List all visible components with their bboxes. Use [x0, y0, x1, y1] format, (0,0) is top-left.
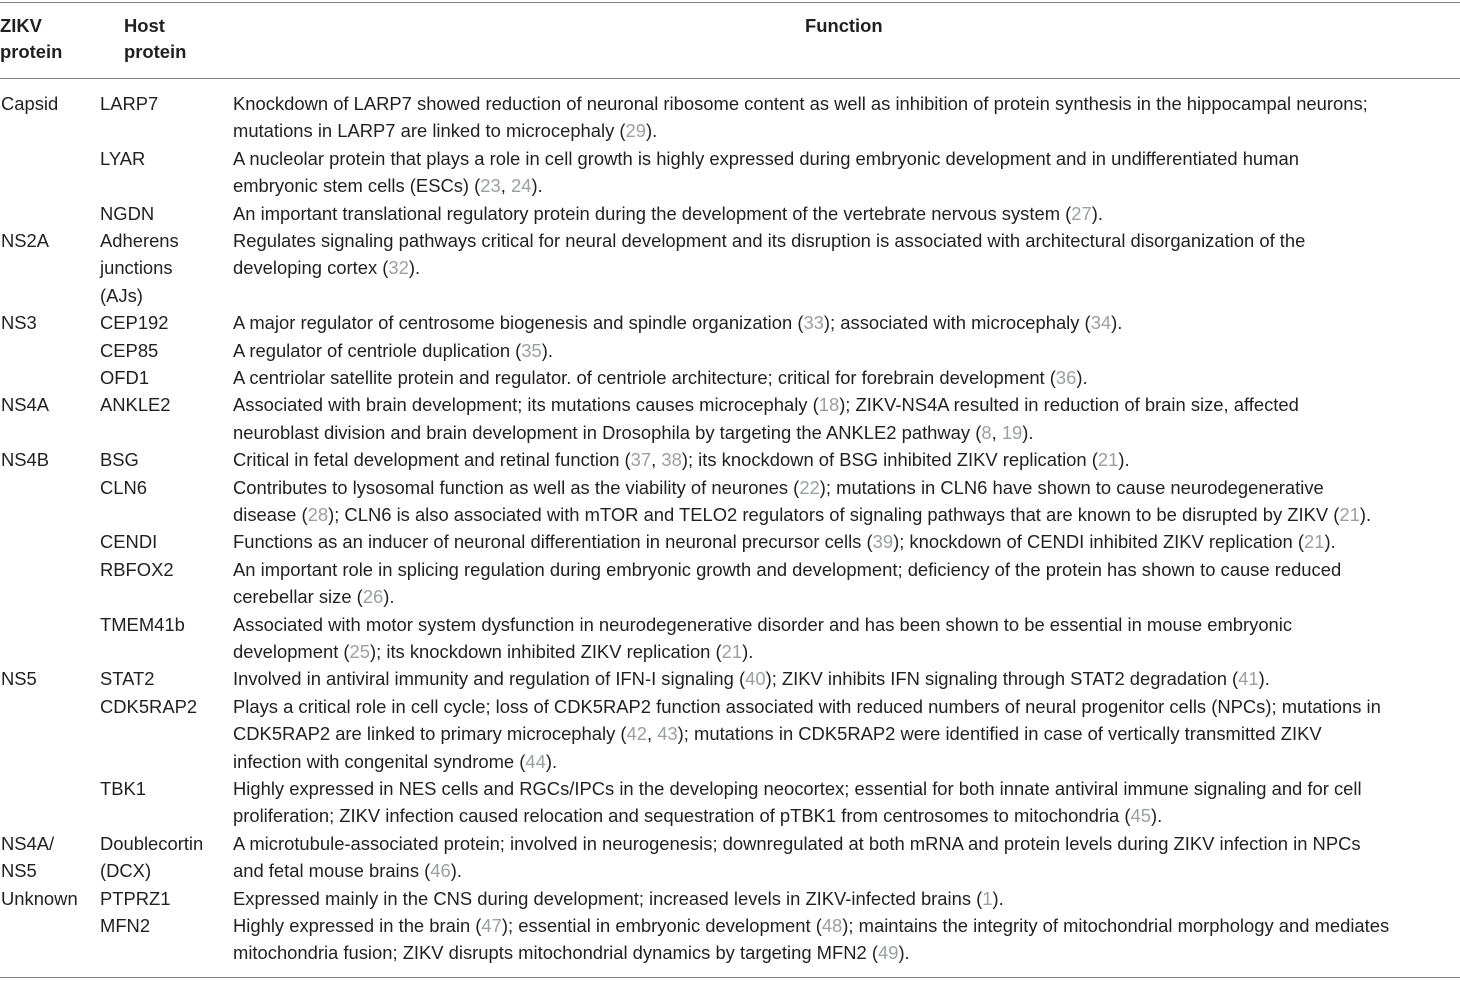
- function-text: A major regulator of centrosome biogenesis and spindle organization (: [233, 312, 804, 334]
- function-cell: [233, 528, 1336, 555]
- host-protein-cell: [100, 665, 155, 692]
- host-protein-cell: [100, 364, 149, 391]
- reference-link[interactable]: 32: [388, 257, 409, 279]
- function-text: Highly expressed in the brain (: [233, 915, 482, 936]
- function-line: [233, 748, 1381, 775]
- host-protein-text: TMEM41b: [100, 613, 185, 635]
- function-line: [233, 556, 1341, 583]
- reference-link[interactable]: 35: [521, 339, 542, 361]
- function-text: ).: [408, 257, 421, 279]
- function-line: [233, 501, 1371, 528]
- reference-link[interactable]: 24: [511, 175, 532, 197]
- host-protein-text: PTPRZ1: [100, 887, 171, 909]
- host-protein-text: RBFOX2: [100, 558, 174, 580]
- zikv-protein-cell: [1, 90, 58, 117]
- host-protein-cell: [100, 309, 169, 336]
- host-protein-cell: [100, 830, 203, 885]
- zikv-protein-text: NS4A/: [1, 832, 55, 854]
- function-text: A nucleolar protein that plays a role in cell growth is highly expressed during embryonic development and in undifferentiated human: [233, 147, 1299, 169]
- table-bottom-rule: [0, 977, 1460, 978]
- reference-link[interactable]: 38: [661, 449, 682, 471]
- function-text: and fetal mouse brains (: [233, 860, 431, 882]
- function-text: A microtubule-associated protein; involved in neurogenesis; downregulated at both mRNA and protein levels during ZIKV infection in NPCs: [233, 832, 1361, 854]
- function-line: [233, 419, 1299, 446]
- function-line: [233, 939, 1389, 966]
- function-line: [233, 665, 1270, 692]
- function-text: ); ZIKV-NS4A resulted in reduction of brain size, affected: [839, 394, 1299, 416]
- function-cell: [233, 665, 1270, 692]
- function-text: Contributes to lysosomal function as well as the viability of neurones (: [233, 476, 800, 498]
- function-line: [233, 912, 1389, 939]
- host-protein-cell: [100, 556, 174, 583]
- reference-link[interactable]: 21: [721, 641, 743, 662]
- reference-link[interactable]: 19: [1001, 421, 1023, 443]
- host-protein-cell: [100, 693, 197, 720]
- reference-link[interactable]: 45: [1130, 805, 1151, 827]
- function-line: [233, 802, 1362, 829]
- host-protein-text: junctions: [100, 257, 173, 279]
- function-text: Highly expressed in NES cells and RGCs/IPCs in the developing neocortex; essential for both innate antiviral immune signaling and for cell: [233, 778, 1362, 799]
- reference-link[interactable]: 36: [1055, 367, 1077, 388]
- zikv-protein-cell: [1, 309, 37, 336]
- function-line: [233, 528, 1336, 555]
- function-text: ).: [1076, 367, 1088, 388]
- function-text: ,: [651, 449, 662, 471]
- host-protein-text: BSG: [100, 449, 139, 471]
- function-text: ).: [742, 641, 754, 662]
- function-text: Associated with brain development; its mutations causes microcephaly (: [233, 394, 819, 416]
- host-protein-text: MFN2: [100, 915, 151, 936]
- function-cell: [233, 556, 1341, 611]
- function-text: ,: [500, 175, 511, 197]
- reference-link[interactable]: 37: [630, 449, 652, 471]
- function-line: [233, 200, 1103, 227]
- function-cell: [233, 912, 1389, 967]
- reference-link[interactable]: 41: [1238, 668, 1259, 690]
- function-text: ).: [531, 175, 543, 197]
- function-line: [233, 309, 1122, 336]
- reference-link[interactable]: 40: [745, 668, 766, 690]
- reference-link[interactable]: 26: [362, 586, 384, 608]
- function-text: Plays a critical role in cell cycle; loss of CDK5RAP2 function associated with reduced numbers of neural progenitor cells (NPCs); mutations in: [233, 695, 1381, 717]
- function-line: [233, 857, 1361, 884]
- reference-link[interactable]: 21: [1097, 449, 1119, 471]
- function-cell: [233, 200, 1103, 227]
- host-protein-cell: [100, 912, 150, 939]
- function-text: ); maintains the integrity of mitochondrial morphology and mediates: [842, 915, 1390, 936]
- zikv-protein-cell: [1, 885, 78, 912]
- function-line: [233, 391, 1299, 418]
- host-protein-text: LARP7: [100, 93, 159, 114]
- reference-link[interactable]: 1: [982, 887, 993, 909]
- reference-link[interactable]: 39: [872, 531, 894, 553]
- function-text: ,: [991, 421, 1002, 443]
- function-text: disease (: [233, 504, 308, 525]
- function-text: ); essential in embryonic development (: [501, 915, 822, 936]
- host-protein-text: OFD1: [100, 367, 150, 388]
- table-top-rule: [0, 2, 1460, 3]
- function-text: mutations in LARP7 are linked to microcephaly (: [233, 120, 626, 142]
- host-protein-cell: [100, 446, 139, 473]
- host-protein-text: Doublecortin: [100, 832, 204, 854]
- host-protein-text: CENDI: [100, 531, 158, 553]
- function-text: ).: [1022, 421, 1034, 443]
- function-text: ); associated with microcephaly (: [823, 312, 1091, 334]
- host-protein-text: TBK1: [100, 778, 146, 799]
- function-cell: [233, 364, 1088, 391]
- function-text: ,: [646, 723, 658, 745]
- function-line: [233, 775, 1362, 802]
- function-text: Involved in antiviral immunity and regulation of IFN-I signaling (: [233, 668, 746, 690]
- reference-link[interactable]: 42: [626, 723, 647, 745]
- zikv-protein-text: NS2A: [1, 230, 50, 251]
- function-text: development (: [233, 641, 350, 662]
- reference-link[interactable]: 22: [799, 476, 820, 498]
- reference-link[interactable]: 27: [1071, 202, 1092, 224]
- function-line: [233, 117, 1368, 144]
- reference-link[interactable]: 47: [481, 915, 502, 936]
- zikv-protein-cell: [1, 446, 49, 473]
- host-protein-text: CLN6: [100, 476, 148, 498]
- function-text: ); knockdown of CENDI inhibited ZIKV replication (: [893, 531, 1304, 553]
- function-text: ); CLN6 is also associated with mTOR and TELO2 regulators of signaling pathways that are known to be disrupted by ZIKV (: [328, 504, 1340, 525]
- function-text: proliferation; ZIKV infection caused relocation and sequestration of pTBK1 from centrosomes to mitochondria (: [233, 805, 1131, 827]
- host-protein-text: LYAR: [100, 147, 146, 169]
- function-cell: [233, 446, 1130, 473]
- function-text: Knockdown of LARP7 showed reduction of neuronal ribosome content as well as inhibition of protein synthesis in the hippocampal neurons;: [233, 93, 1368, 114]
- zikv-protein-cell: [1, 227, 49, 254]
- function-text: ).: [383, 586, 395, 608]
- function-text: Critical in fetal development and retinal function (: [233, 449, 631, 471]
- function-text: ).: [450, 860, 462, 882]
- host-protein-cell: [100, 474, 147, 501]
- host-protein-cell: [100, 528, 157, 555]
- function-line: [233, 885, 1004, 912]
- function-text: ).: [1091, 202, 1103, 224]
- function-text: ).: [545, 750, 558, 772]
- function-text: ); mutations in CLN6 have shown to cause neurodegenerative: [819, 476, 1324, 498]
- zikv-protein-text: Unknown: [1, 887, 78, 909]
- function-line: [233, 90, 1368, 117]
- header-host-line: protein: [124, 41, 187, 62]
- header-zikv-line: ZIKV: [0, 15, 42, 36]
- host-protein-cell: [100, 200, 154, 227]
- function-text: Regulates signaling pathways critical for neural development and its disruption is associated with architectural disorganization of the: [233, 230, 1306, 251]
- header-zikv-line: protein: [0, 41, 63, 62]
- reference-link[interactable]: 48: [821, 915, 843, 936]
- function-line: [233, 474, 1371, 501]
- function-text: A regulator of centriole duplication (: [233, 339, 522, 361]
- function-line: [233, 364, 1088, 391]
- reference-link[interactable]: 18: [818, 394, 840, 416]
- reference-link[interactable]: 43: [657, 723, 678, 745]
- function-text: neuroblast division and brain development in Drosophila by targeting the ANKLE2 pathway (: [233, 421, 982, 443]
- function-line: [233, 227, 1305, 254]
- function-text: ); ZIKV inhibits IFN signaling through STAT2 degradation (: [765, 668, 1239, 690]
- function-text: CDK5RAP2 are linked to primary microcephaly (: [233, 723, 627, 745]
- host-protein-text: Adherens: [100, 230, 179, 251]
- function-line: [233, 446, 1130, 473]
- host-protein-text: NGDN: [100, 202, 155, 224]
- reference-link[interactable]: 23: [480, 175, 501, 197]
- reference-link[interactable]: 28: [307, 504, 329, 525]
- host-protein-text: CEP192: [100, 312, 169, 334]
- reference-link[interactable]: 34: [1090, 312, 1112, 334]
- zikv-protein-text: Capsid: [1, 93, 59, 114]
- function-cell: [233, 90, 1368, 145]
- reference-link[interactable]: 44: [525, 750, 546, 772]
- host-protein-cell: [100, 885, 171, 912]
- function-cell: [233, 885, 1004, 912]
- function-text: Associated with motor system dysfunction in neurodegenerative disorder and has been shown to be essential in mouse embryonic: [233, 613, 1293, 635]
- function-text: embryonic stem cells (ESCs) (: [233, 175, 481, 197]
- function-cell: [233, 474, 1371, 529]
- host-protein-cell: [100, 775, 146, 802]
- function-cell: [233, 145, 1299, 200]
- zikv-protein-text: NS4A: [1, 394, 50, 416]
- function-cell: [233, 775, 1362, 830]
- function-text: Functions as an inducer of neuronal differentiation in neuronal precursor cells (: [233, 531, 873, 553]
- host-protein-cell: [100, 337, 158, 364]
- host-protein-text: CEP85: [100, 339, 159, 361]
- reference-link[interactable]: 8: [981, 421, 992, 443]
- header-function: Function: [805, 15, 883, 36]
- function-text: ); its knockdown inhibited ZIKV replication (: [370, 641, 722, 662]
- zikv-protein-text: NS4B: [1, 449, 50, 471]
- function-text: ).: [1118, 449, 1130, 471]
- function-line: [233, 638, 1292, 665]
- function-text: infection with congenital syndrome (: [233, 750, 526, 772]
- function-cell: [233, 693, 1381, 775]
- host-protein-text: ANKLE2: [100, 394, 171, 416]
- header-rule: [0, 78, 1460, 79]
- function-cell: [233, 611, 1292, 666]
- reference-link[interactable]: 25: [349, 641, 371, 662]
- reference-link[interactable]: 33: [803, 312, 824, 334]
- function-cell: [233, 309, 1122, 336]
- function-text: An important role in splicing regulation during embryonic growth and development; deficiency of the protein has shown to cause reduced: [233, 558, 1342, 580]
- host-protein-text: CDK5RAP2: [100, 695, 198, 717]
- function-text: ).: [898, 942, 910, 964]
- zikv-protein-cell: [1, 391, 49, 418]
- function-text: A centriolar satellite protein and regulator. of centriole architecture; critical for forebrain development (: [233, 367, 1056, 388]
- reference-link[interactable]: 21: [1304, 531, 1325, 553]
- zikv-protein-text: NS5: [1, 860, 37, 882]
- function-cell: [233, 830, 1361, 885]
- function-line: [233, 720, 1381, 747]
- function-text: cerebellar size (: [233, 586, 363, 608]
- header-zikv-protein: [0, 13, 62, 65]
- function-text: ).: [1359, 504, 1372, 525]
- host-protein-text: (AJs): [100, 284, 143, 306]
- function-line: [233, 611, 1292, 638]
- zikv-protein-cell: [1, 665, 37, 692]
- function-text: ).: [1111, 312, 1123, 334]
- function-cell: [233, 337, 553, 364]
- host-protein-cell: [100, 227, 179, 309]
- function-line: [233, 583, 1341, 610]
- function-line: [233, 254, 1305, 281]
- function-line: [233, 145, 1299, 172]
- function-line: [233, 693, 1381, 720]
- host-protein-cell: [100, 611, 185, 638]
- function-text: mitochondria fusion; ZIKV disrupts mitochondrial dynamics by targeting MFN2 (: [233, 942, 878, 964]
- function-text: ).: [992, 887, 1004, 909]
- function-text: developing cortex (: [233, 257, 389, 279]
- function-text: ); its knockdown of BSG inhibited ZIKV replication (: [681, 449, 1098, 471]
- function-text: An important translational regulatory protein during the development of the vertebrate nervous system (: [233, 202, 1072, 224]
- zikv-protein-cell: [1, 830, 54, 885]
- function-text: ).: [646, 120, 658, 142]
- function-text: ).: [1258, 668, 1270, 690]
- function-text: ); mutations in CDK5RAP2 were identified in case of vertically transmitted ZIKV: [677, 723, 1322, 745]
- function-text: ).: [1150, 805, 1163, 827]
- reference-link[interactable]: 49: [877, 942, 899, 964]
- host-protein-cell: [100, 145, 145, 172]
- host-protein-cell: [100, 391, 171, 418]
- function-line: [233, 337, 553, 364]
- function-line: [233, 830, 1361, 857]
- reference-link[interactable]: 21: [1339, 504, 1360, 525]
- host-protein-text: (DCX): [100, 860, 152, 882]
- header-host-protein: [124, 13, 186, 65]
- function-cell: [233, 227, 1305, 282]
- function-cell: [233, 391, 1299, 446]
- host-protein-text: STAT2: [100, 668, 155, 690]
- zikv-protein-text: NS3: [1, 312, 37, 334]
- header-host-line: Host: [124, 15, 165, 36]
- host-protein-cell: [100, 90, 158, 117]
- function-text: Expressed mainly in the CNS during development; increased levels in ZIKV-infected brains (: [233, 887, 983, 909]
- function-line: [233, 172, 1299, 199]
- function-text: ).: [541, 339, 553, 361]
- function-text: ).: [1324, 531, 1336, 553]
- reference-link[interactable]: 29: [625, 120, 646, 142]
- reference-link[interactable]: 46: [430, 860, 451, 882]
- zikv-protein-text: NS5: [1, 668, 37, 690]
